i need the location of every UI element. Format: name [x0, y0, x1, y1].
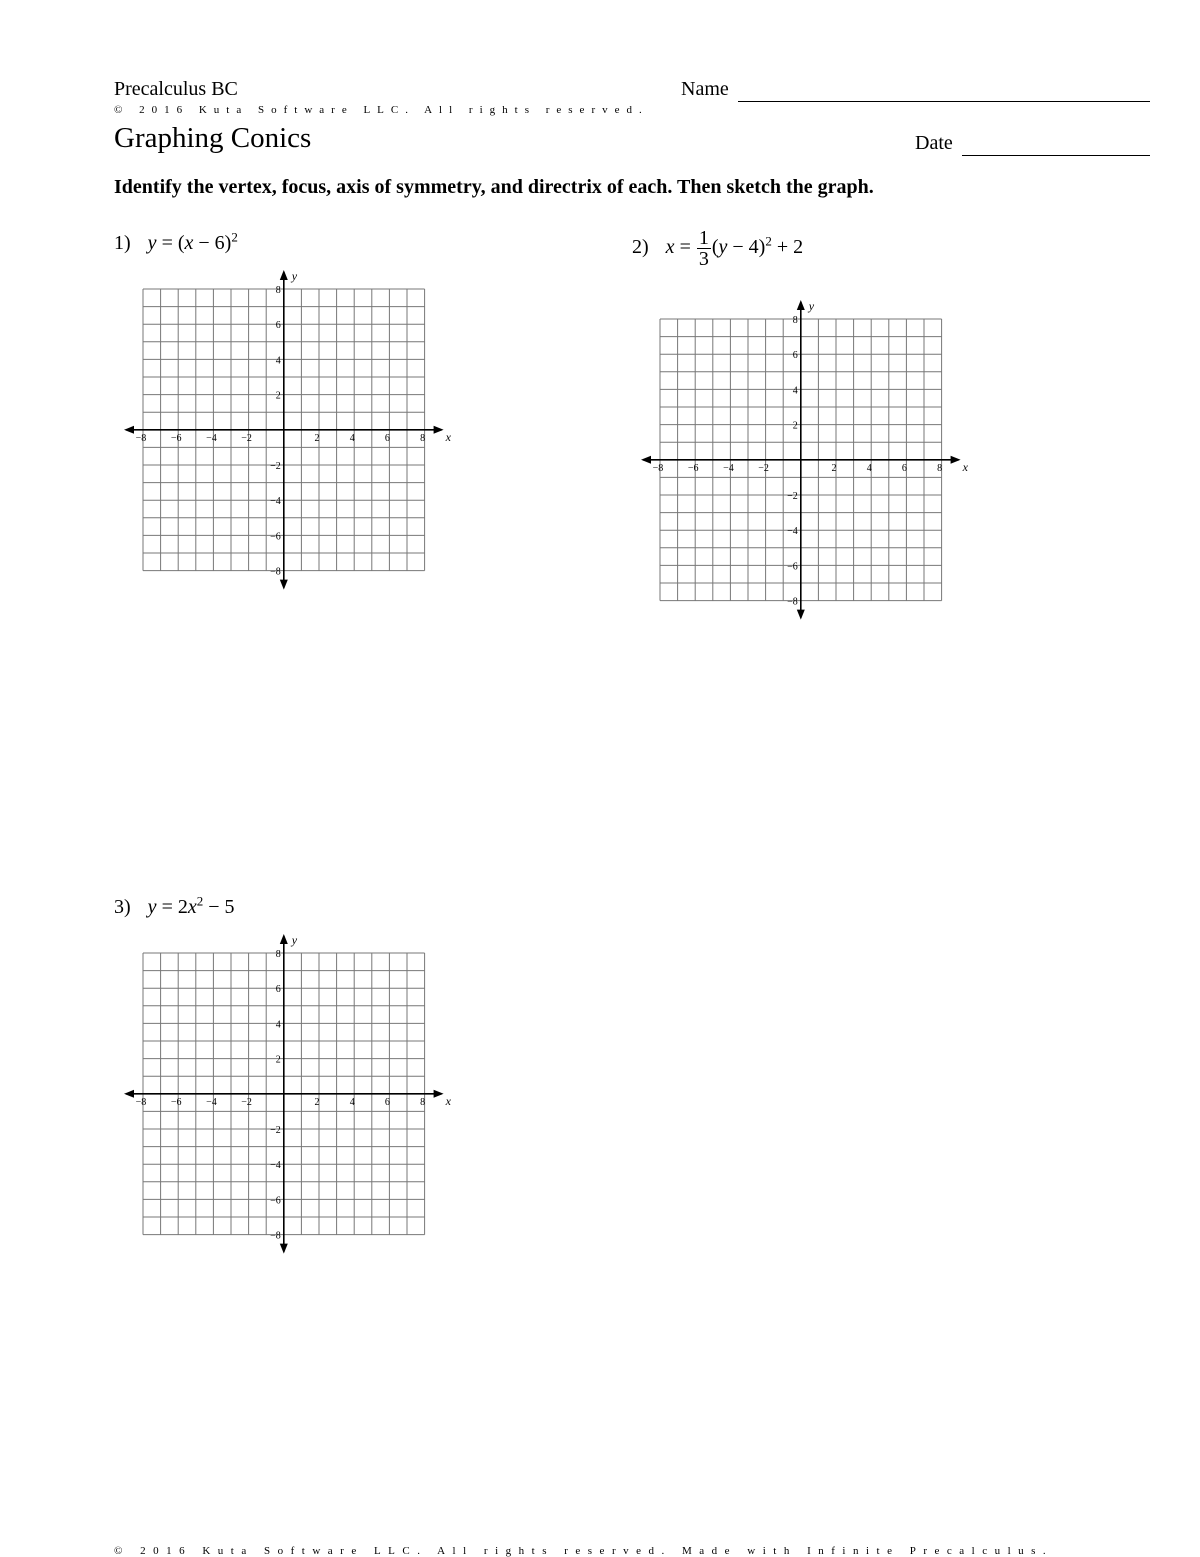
y-tick-label: 6: [275, 984, 281, 996]
x-axis-label: x: [445, 1093, 451, 1108]
y-tick-label: 2: [792, 420, 798, 432]
fraction-one-third: $\frac{1}{3}$: [698, 227, 709, 270]
y-tick-label: −8: [787, 596, 798, 608]
date-input-line[interactable]: [962, 155, 1150, 156]
x-tick-label: −2: [241, 432, 252, 444]
x-tick-label: −8: [652, 462, 664, 474]
x-tick-label: 4: [866, 462, 872, 474]
arrow-up-icon: [797, 300, 805, 310]
problem-number: 3): [114, 895, 131, 918]
y-tick-label: −8: [270, 1230, 281, 1242]
x-tick-label: −4: [206, 1096, 217, 1108]
y-tick-label: −6: [270, 531, 281, 543]
problem-number: 1): [114, 231, 131, 254]
y-tick-label: 6: [792, 350, 798, 362]
x-tick-label: −2: [241, 1096, 252, 1108]
y-tick-label: 2: [275, 1054, 281, 1066]
y-tick-label: 4: [275, 1019, 281, 1031]
x-tick-label: −4: [206, 432, 217, 444]
x-tick-label: 8: [937, 462, 943, 474]
arrow-right-icon: [434, 1090, 444, 1098]
y-axis-label: y: [291, 269, 298, 283]
arrow-down-icon: [280, 580, 288, 590]
problem-3: [114, 893, 235, 919]
y-tick-label: 2: [275, 390, 281, 402]
x-tick-label: 2: [314, 432, 320, 444]
x-tick-label: −6: [170, 432, 182, 444]
copyright-notice: © 2016 Kuta Software LLC. All rights reserved.: [114, 104, 649, 116]
arrow-right-icon: [434, 426, 444, 434]
y-tick-label: 4: [792, 385, 798, 397]
y-tick-label: 4: [275, 355, 281, 367]
worksheet-title: Graphing Conics: [114, 122, 312, 154]
x-tick-label: 6: [384, 1096, 390, 1108]
y-tick-label: −4: [270, 496, 281, 508]
y-tick-label: 8: [792, 315, 798, 326]
y-axis-label: y: [808, 299, 815, 313]
problem-equation: $y = 2x^2 - 5$: [147, 893, 235, 918]
arrow-left-icon: [641, 456, 651, 464]
problem-number: 2): [632, 236, 649, 259]
coordinate-grid-3[interactable]: [120, 930, 450, 1260]
y-tick-label: −2: [270, 1125, 281, 1136]
arrow-right-icon: [951, 456, 961, 464]
y-tick-label: −2: [270, 461, 281, 472]
y-tick-label: −6: [270, 1195, 281, 1207]
y-tick-label: 8: [275, 949, 281, 960]
x-tick-label: 8: [420, 1096, 426, 1108]
name-input-line[interactable]: [738, 101, 1150, 102]
y-tick-label: −4: [787, 526, 798, 538]
x-tick-label: −8: [135, 432, 147, 444]
x-tick-label: 6: [901, 462, 907, 474]
x-axis-label: x: [445, 429, 451, 444]
y-tick-label: 8: [275, 285, 281, 296]
arrow-up-icon: [280, 270, 288, 280]
x-tick-label: 2: [831, 462, 837, 474]
y-tick-label: −8: [270, 566, 281, 578]
x-tick-label: −2: [758, 462, 769, 474]
name-label: Name: [681, 78, 729, 100]
arrow-left-icon: [124, 426, 134, 434]
x-tick-label: 8: [420, 432, 426, 444]
problem-equation: $y = (x - 6)^2$: [147, 229, 238, 254]
x-axis-label: x: [962, 459, 968, 474]
y-tick-label: 6: [275, 320, 281, 332]
problem-1: [114, 229, 238, 255]
footer-copyright: © 2016 Kuta Software LLC. All rights reserved. Made with Infinite Precalculus.: [114, 1545, 1054, 1557]
arrow-left-icon: [124, 1090, 134, 1098]
date-label: Date: [915, 132, 953, 154]
arrow-down-icon: [280, 1244, 288, 1254]
x-tick-label: 6: [384, 432, 390, 444]
x-tick-label: −6: [687, 462, 699, 474]
problem-equation: x = $\frac{1}{3}$ $(y - 4)^2 + 2$: [665, 227, 804, 270]
y-tick-label: −4: [270, 1160, 281, 1172]
problem-2: [632, 228, 803, 269]
course-name: Precalculus BC: [114, 78, 238, 100]
x-tick-label: 2: [314, 1096, 320, 1108]
coordinate-grid-2[interactable]: [637, 296, 967, 626]
y-axis-label: y: [291, 933, 298, 947]
arrow-down-icon: [797, 610, 805, 620]
arrow-up-icon: [280, 934, 288, 944]
x-tick-label: −6: [170, 1096, 182, 1108]
x-tick-label: −8: [135, 1096, 147, 1108]
coordinate-grid-1[interactable]: [120, 266, 450, 596]
x-tick-label: 4: [349, 432, 355, 444]
x-tick-label: −4: [723, 462, 734, 474]
x-tick-label: 4: [349, 1096, 355, 1108]
y-tick-label: −2: [787, 491, 798, 502]
instructions: Identify the vertex, focus, axis of symmetry, and directrix of each. Then sketch the graph.: [114, 176, 874, 198]
y-tick-label: −6: [787, 561, 798, 573]
